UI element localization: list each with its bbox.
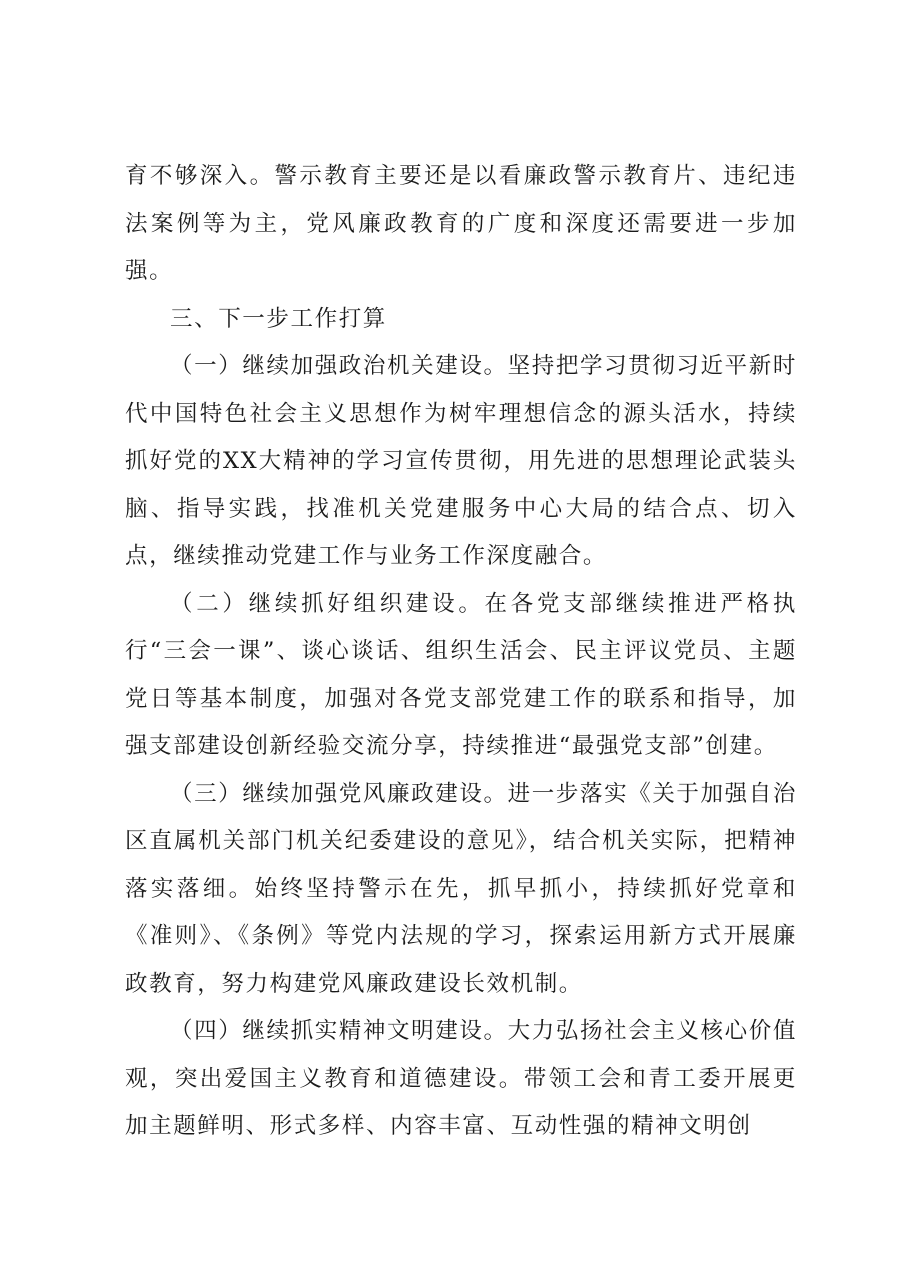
document-body [125, 153, 797, 1151]
paragraph-item-2: （二）继续抓好组织建设。在各党支部继续推进严格执行“三会一课”、谈心谈话、组织生活会、民主评议党员、主题党日等基本制度，加强对各党支部党建工作的联系和指导，加强支部建设创新经验交流分享，持续推进“最强党支部”创建。 [125, 590, 797, 759]
section-heading: 三、下一步工作打算 [170, 305, 387, 332]
paragraph-item-3: （三）继续加强党风廉政建设。进一步落实《关于加强自治区直属机关部门机关纪委建设的意见》，结合机关实际，把精神落实落细。始终坚持警示在先，抓早抓小，持续抓好党章和《准则》、《条例》等党内法规的学习，探索运用新方式开展廉政教育，努力构建党风廉政建设长效机制。 [125, 780, 797, 997]
paragraph-item-1: （一）继续加强政治机关建设。坚持把学习贯彻习近平新时代中国特色社会主义思想作为树牢理想信念的源头活水，持续抓好党的XX大精神的学习宣传贯彻，用先进的思想理论武装头脑、指导实践，找准机关党建服务中心大局的结合点、切入点，继续推动党建工作与业务工作深度融合。 [125, 353, 797, 569]
paragraph-continuation: 育不够深入。警示教育主要还是以看廉政警示教育片、违纪违法案例等为主，党风廉政教育的广度和深度还需要进一步加强。 [125, 163, 797, 284]
paragraph-item-4: （四）继续抓实精神文明建设。大力弘扬社会主义核心价值观，突出爱国主义教育和道德建设。带领工会和青工委开展更加主题鲜明、形式多样、内容丰富、互动性强的精神文明创 [125, 1018, 797, 1139]
